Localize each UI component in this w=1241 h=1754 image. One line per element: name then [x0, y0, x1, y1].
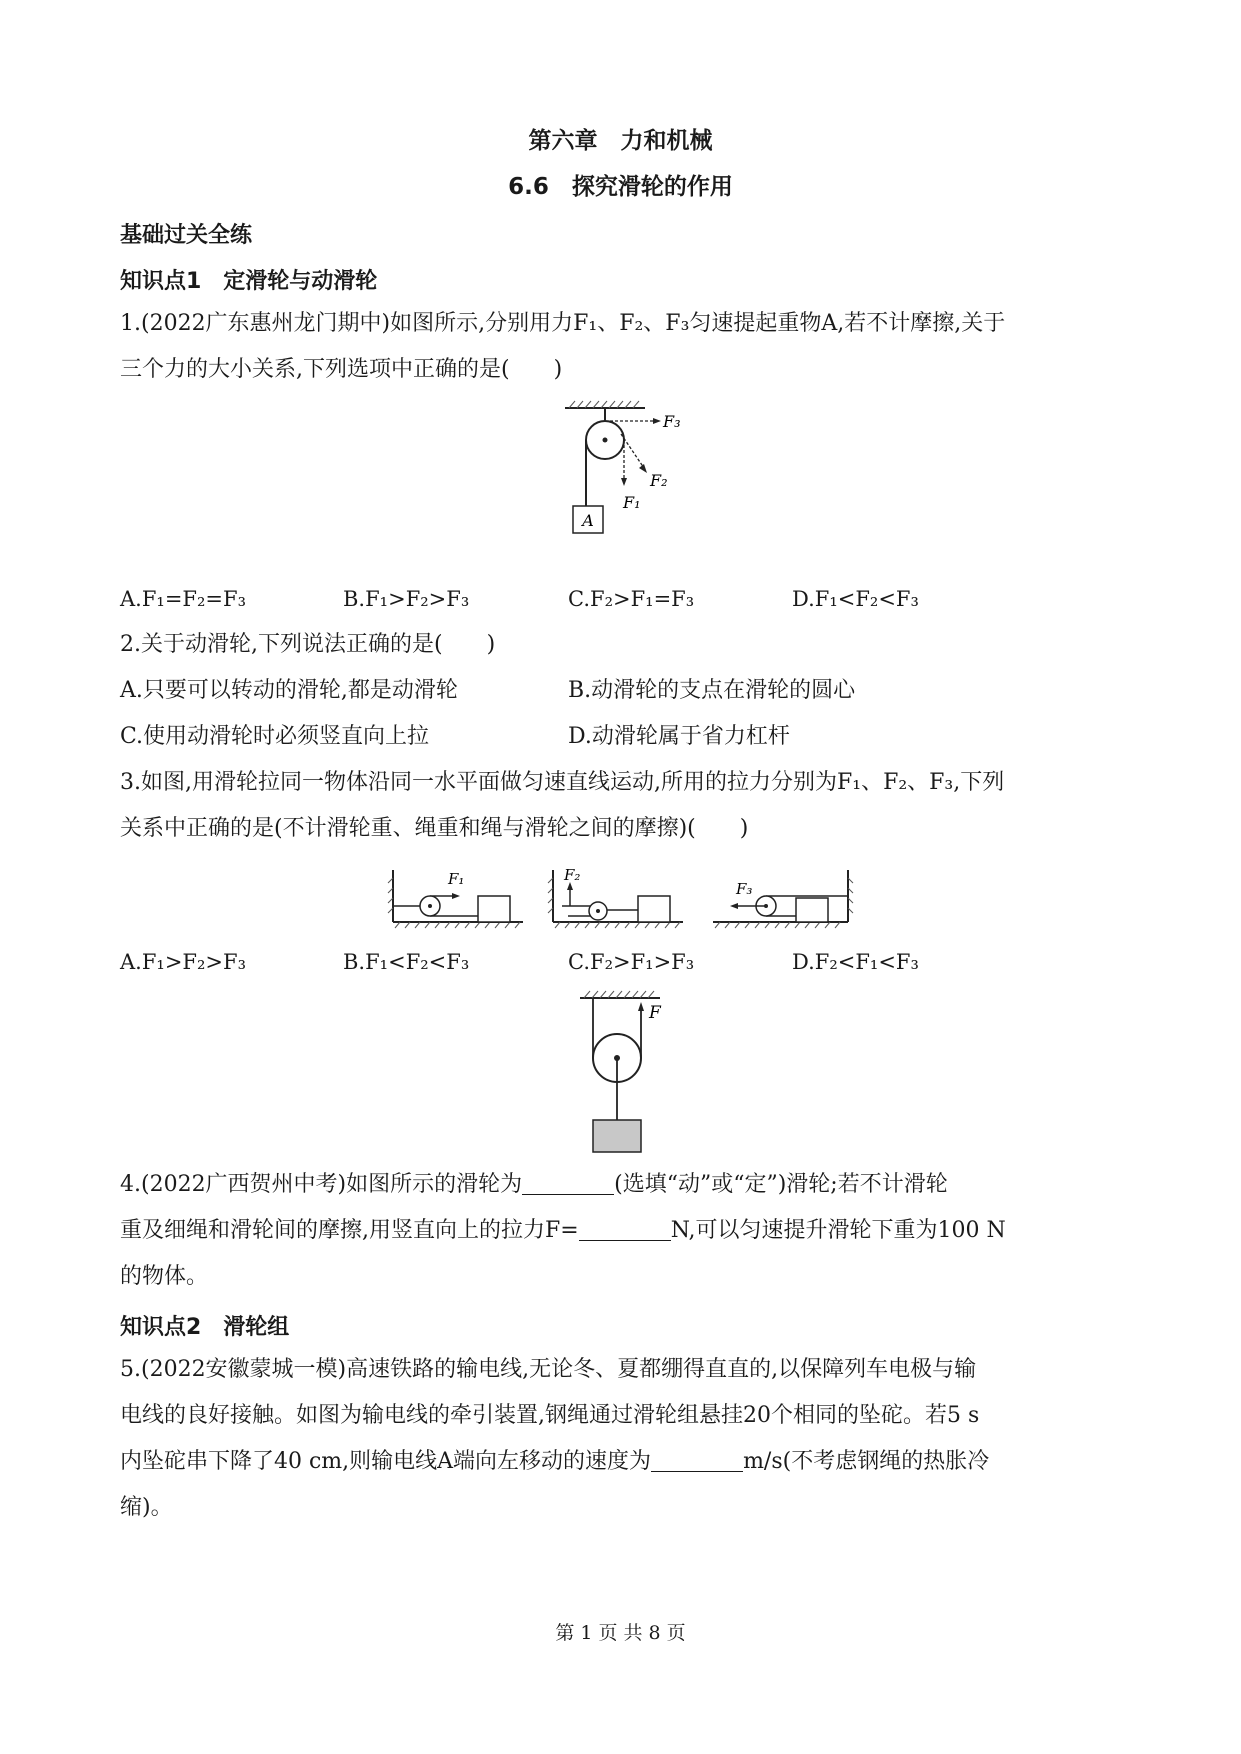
- q2-option-d: D.动滑轮属于省力杠杆: [568, 724, 790, 749]
- q5-line3-text-a: 内坠砣串下降了40 cm,则输电线A端向左移动的速度为: [120, 1449, 652, 1474]
- q3-stem-line1: 3.如图,用滑轮拉同一物体沿同一水平面做匀速直线运动,所用的拉力分别为F₁、F₂、F₃,下列: [120, 770, 1005, 795]
- q3-f3-label: F₃: [736, 880, 753, 898]
- q2-option-c: C.使用动滑轮时必须竖直向上拉: [120, 724, 430, 749]
- q5-stem-line3: [120, 1447, 989, 1477]
- q5-blank[interactable]: [651, 1449, 743, 1472]
- q1-option-d: D.F₁<F₂<F₃: [792, 587, 919, 611]
- q5-line3-text-b: m/s(不考虑钢绳的热胀冷: [743, 1449, 990, 1474]
- q3-figure-2: [548, 860, 688, 930]
- q2-option-b: B.动滑轮的支点在滑轮的圆心: [568, 678, 856, 703]
- q4-stem-line3: 的物体。: [120, 1264, 209, 1289]
- q3-f1-label: F₁: [448, 870, 465, 888]
- part-title: 基础过关全练: [120, 223, 253, 248]
- q3-stem-line2: 关系中正确的是(不计滑轮重、绳重和绳与滑轮之间的摩擦)( ): [120, 816, 749, 841]
- q3-option-b: B.F₁<F₂<F₃: [343, 950, 470, 974]
- q3-f2-label: F₂: [564, 866, 581, 884]
- q4-blank-1[interactable]: [522, 1172, 614, 1195]
- q4-line2-text-a: 重及细绳和滑轮间的摩擦,用竖直向上的拉力F=: [120, 1218, 579, 1243]
- page-footer: 第 1 页 共 8 页: [555, 1622, 686, 1644]
- q3-option-c: C.F₂>F₁>F₃: [568, 950, 695, 974]
- q1-stem-line1: 1.(2022广东惠州龙门期中)如图所示,分别用力F₁、F₂、F₃匀速提起重物A,若不计摩擦,关于: [120, 311, 1006, 336]
- q1-f3-label: F₃: [663, 412, 681, 431]
- q3-option-a: A.F₁>F₂>F₃: [120, 950, 246, 974]
- q5-stem-line2: 电线的良好接触。如图为输电线的牵引装置,钢绳通过滑轮组悬挂20个相同的坠砣。若5 s: [120, 1403, 980, 1428]
- q4-figure: [575, 990, 685, 1160]
- knowledge-point-2: 知识点2 滑轮组: [120, 1315, 290, 1340]
- q3-figure-1: [388, 860, 528, 930]
- q3-figure-3: [708, 860, 858, 930]
- q4-line1-text-b: (选填“动”或“定”)滑轮;若不计滑轮: [614, 1172, 948, 1197]
- q4-line2-text-b: N,可以匀速提升滑轮下重为100 N: [670, 1218, 1006, 1243]
- q4-stem-line2: [120, 1216, 1006, 1246]
- q4-force-label: F: [649, 1003, 661, 1023]
- q1-stem-line2: 三个力的大小关系,下列选项中正确的是( ): [120, 357, 563, 382]
- q5-stem-line1: 5.(2022安徽蒙城一模)高速铁路的输电线,无论冬、夏都绷得直直的,以保障列车电极与输: [120, 1357, 977, 1382]
- q1-block-label: A: [582, 511, 594, 530]
- q1-figure: [555, 400, 705, 545]
- q2-stem: 2.关于动滑轮,下列说法正确的是( ): [120, 632, 496, 657]
- q1-f2-label: F₂: [650, 471, 668, 490]
- section-title: 6.6 探究滑轮的作用: [508, 174, 733, 200]
- q2-option-a: A.只要可以转动的滑轮,都是动滑轮: [120, 678, 458, 703]
- q4-blank-2[interactable]: [579, 1218, 671, 1241]
- q1-f1-label: F₁: [623, 493, 641, 512]
- q4-stem-line1: [120, 1170, 948, 1200]
- q1-option-c: C.F₂>F₁=F₃: [568, 587, 695, 611]
- chapter-title: 第六章 力和机械: [528, 128, 713, 154]
- q5-stem-line4: 缩)。: [120, 1495, 173, 1520]
- q1-option-a: A.F₁=F₂=F₃: [120, 587, 246, 611]
- q4-line1-text-a: 4.(2022广西贺州中考)如图所示的滑轮为: [120, 1172, 523, 1197]
- q1-option-b: B.F₁>F₂>F₃: [343, 587, 470, 611]
- q3-option-d: D.F₂<F₁<F₃: [792, 950, 919, 974]
- knowledge-point-1: 知识点1 定滑轮与动滑轮: [120, 269, 378, 294]
